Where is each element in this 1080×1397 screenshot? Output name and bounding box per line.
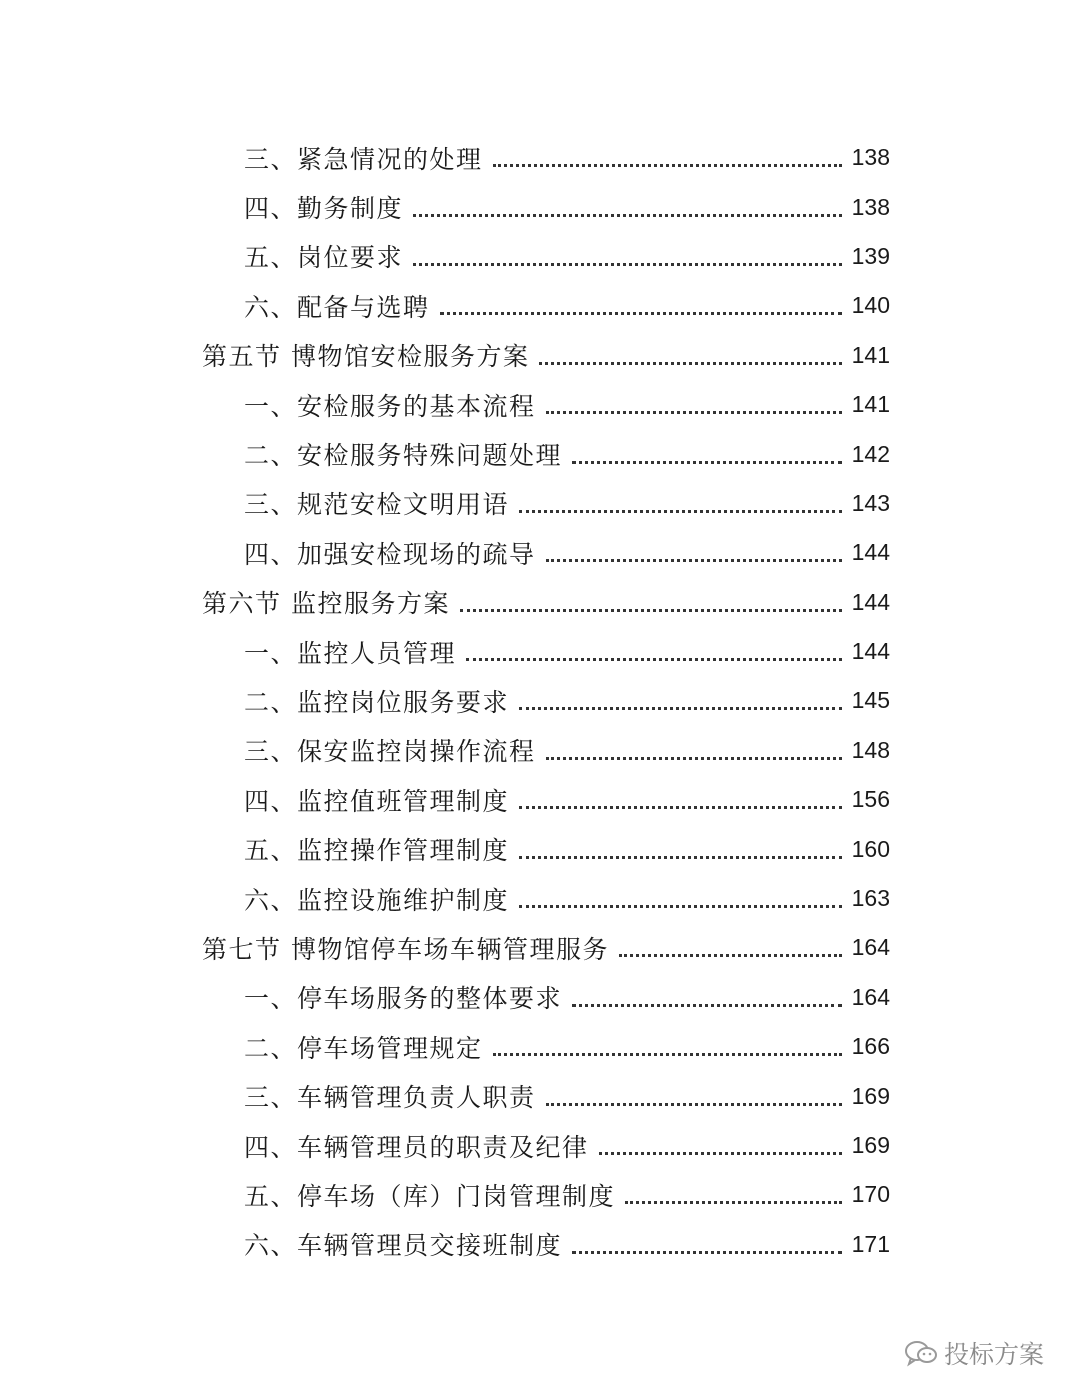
- toc-entry-title: 三、保安监控岗操作流程: [244, 737, 536, 767]
- toc-dot-leader: [599, 1152, 842, 1155]
- toc-entry-page: 160: [851, 835, 890, 862]
- toc-dot-leader: [625, 1201, 842, 1204]
- toc-entry[interactable]: [0, 676, 1080, 725]
- toc-entry-title: 三、规范安检文明用语: [244, 490, 510, 520]
- toc-entry-page: 169: [851, 1132, 890, 1158]
- toc-entry[interactable]: [0, 380, 1080, 429]
- toc-entry-page: 144: [851, 638, 890, 665]
- toc-entry-page: 148: [851, 736, 890, 763]
- toc-dot-leader: [413, 214, 842, 217]
- toc-entry-title: 六、车辆管理员交接班制度: [244, 1231, 563, 1261]
- toc-entry-page: 142: [851, 440, 890, 467]
- toc-entry[interactable]: [0, 528, 1080, 577]
- toc-entry-title: 四、勤务制度: [244, 194, 404, 224]
- toc-entry-title: 二、安检服务特殊问题处理: [244, 441, 563, 471]
- toc-dot-leader: [572, 1251, 842, 1254]
- toc-dot-leader: [493, 1053, 842, 1056]
- wechat-official-account-icon: [904, 1339, 938, 1367]
- toc-section-entry[interactable]: [0, 578, 1080, 627]
- toc-dot-leader: [466, 658, 842, 661]
- toc-entry-title: 第七节 博物馆停车场车辆管理服务: [202, 934, 609, 964]
- toc-entry-page: 171: [851, 1230, 890, 1257]
- toc-entry-title: 四、加强安检现场的疏导: [244, 539, 536, 569]
- toc-entry[interactable]: [0, 824, 1080, 873]
- toc-dot-leader: [519, 510, 842, 513]
- toc-dot-leader: [493, 164, 842, 167]
- toc-entry-page: 166: [851, 1033, 890, 1060]
- toc-entry-page: 140: [851, 292, 890, 319]
- toc-entry-page: 156: [851, 786, 890, 813]
- table-of-contents: [0, 133, 1080, 1269]
- toc-entry[interactable]: [0, 1170, 1080, 1219]
- toc-entry-page: 139: [851, 242, 890, 269]
- toc-entry-page: 141: [851, 391, 890, 418]
- toc-entry-title: 一、监控人员管理: [244, 638, 457, 668]
- toc-entry-title: 二、监控岗位服务要求: [244, 687, 510, 717]
- toc-dot-leader: [572, 1004, 842, 1007]
- toc-dot-leader: [519, 856, 842, 859]
- toc-dot-leader: [519, 707, 842, 710]
- toc-dot-leader: [546, 559, 842, 562]
- toc-entry-title: 六、监控设施维护制度: [244, 885, 510, 915]
- toc-entry[interactable]: [0, 232, 1080, 281]
- toc-section-entry[interactable]: [0, 331, 1080, 380]
- toc-entry-page: 144: [851, 539, 890, 566]
- toc-entry-title: 六、配备与选聘: [244, 292, 430, 322]
- toc-dot-leader: [546, 1103, 842, 1106]
- toc-entry-title: 四、车辆管理员的职责及纪律: [244, 1132, 589, 1162]
- toc-entry-title: 二、停车场管理规定: [244, 1033, 483, 1063]
- toc-entry[interactable]: [0, 627, 1080, 676]
- toc-entry-title: 四、监控值班管理制度: [244, 786, 510, 816]
- toc-entry-page: 163: [851, 885, 890, 912]
- toc-entry-page: 138: [851, 144, 890, 171]
- toc-entry[interactable]: [0, 182, 1080, 231]
- toc-entry[interactable]: [0, 726, 1080, 775]
- toc-dot-leader: [460, 609, 842, 612]
- toc-entry[interactable]: [0, 775, 1080, 824]
- toc-entry-page: 170: [851, 1181, 890, 1208]
- toc-entry[interactable]: [0, 429, 1080, 478]
- toc-dot-leader: [572, 461, 842, 464]
- toc-entry[interactable]: [0, 874, 1080, 923]
- toc-entry-title: 五、停车场（库）门岗管理制度: [244, 1181, 616, 1211]
- watermark: [904, 1335, 1044, 1371]
- toc-entry-page: 143: [851, 489, 890, 516]
- toc-entry-title: 五、监控操作管理制度: [244, 836, 510, 866]
- toc-entry[interactable]: [0, 1071, 1080, 1120]
- toc-entry-title: 一、安检服务的基本流程: [244, 391, 536, 421]
- toc-dot-leader: [546, 411, 842, 414]
- toc-dot-leader: [539, 362, 842, 365]
- toc-entry-page: 164: [851, 934, 890, 961]
- toc-entry-title: 三、紧急情况的处理: [244, 144, 483, 174]
- toc-section-entry[interactable]: [0, 923, 1080, 972]
- toc-entry-page: 164: [851, 983, 890, 1010]
- toc-entry-page: 169: [851, 1082, 890, 1109]
- toc-dot-leader: [619, 954, 842, 957]
- toc-entry-page: 138: [851, 193, 890, 220]
- toc-entry[interactable]: [0, 133, 1080, 182]
- toc-entry-title: 一、停车场服务的整体要求: [244, 984, 563, 1014]
- toc-dot-leader: [519, 905, 842, 908]
- toc-entry[interactable]: [0, 281, 1080, 330]
- toc-entry[interactable]: [0, 479, 1080, 528]
- toc-entry-title: 第五节 博物馆安检服务方案: [202, 342, 530, 372]
- toc-entry[interactable]: [0, 1022, 1080, 1071]
- toc-dot-leader: [413, 263, 842, 266]
- toc-dot-leader: [519, 806, 842, 809]
- toc-entry[interactable]: [0, 1121, 1080, 1170]
- toc-entry-page: 141: [851, 341, 890, 368]
- toc-entry-page: 144: [851, 588, 890, 615]
- toc-entry[interactable]: [0, 973, 1080, 1022]
- toc-entry-title: 五、岗位要求: [244, 243, 404, 273]
- toc-entry-title: 三、车辆管理负责人职责: [244, 1083, 536, 1113]
- toc-entry-title: 第六节 监控服务方案: [202, 589, 450, 619]
- toc-dot-leader: [546, 757, 842, 760]
- toc-entry[interactable]: [0, 1220, 1080, 1269]
- watermark-text: 投标方案: [943, 1340, 1044, 1369]
- toc-dot-leader: [440, 312, 842, 315]
- toc-entry-page: 145: [851, 687, 890, 714]
